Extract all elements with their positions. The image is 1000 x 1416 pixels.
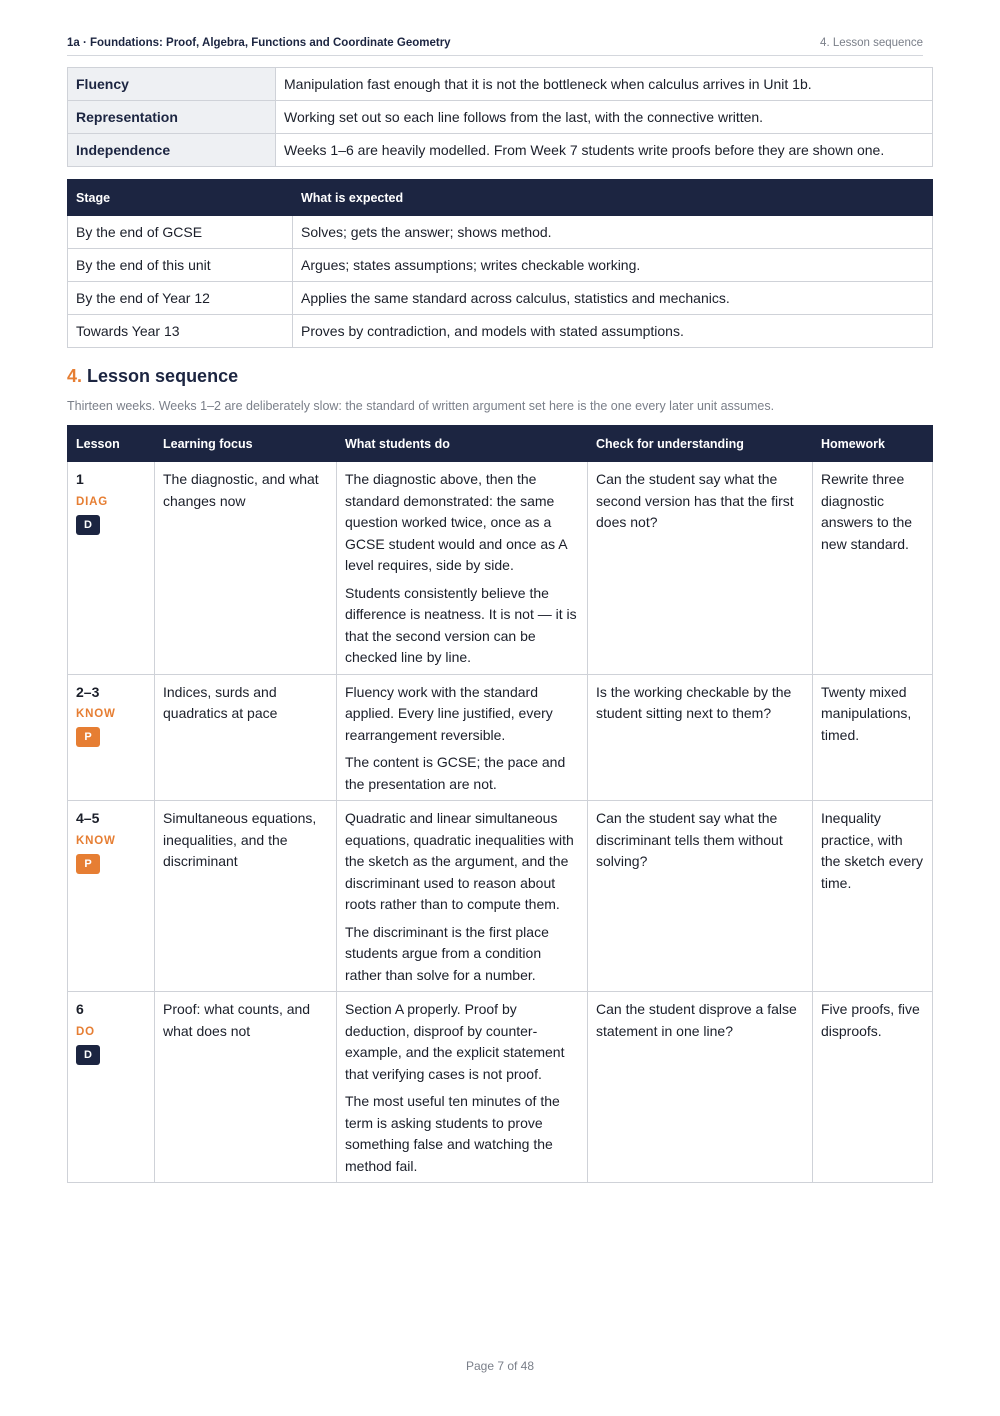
criteria-key: Fluency	[68, 68, 276, 101]
criteria-row	[68, 134, 933, 167]
learning-focus: Indices, surds and quadratics at pace	[155, 674, 337, 801]
column-header-homework: Homework	[813, 426, 933, 462]
understanding-check: Can the student disprove a false statement in one line?	[588, 992, 813, 1183]
criteria-row	[68, 68, 933, 101]
understanding-check: Can the student say what the second version has that the first does not?	[588, 462, 813, 675]
lesson-row	[68, 992, 933, 1183]
activity-paragraph: Fluency work with the standard applied. Every line justified, every rearrangement reversible.	[345, 683, 553, 743]
criteria-value: Working set out so each line follows from the last, with the connective written.	[276, 101, 933, 134]
activity-note: The content is GCSE; the pace and the presentation are not.	[345, 754, 566, 792]
stage-name: By the end of this unit	[68, 249, 293, 282]
section-title: Lesson sequence	[87, 366, 239, 386]
column-header-activity: What students do	[337, 426, 588, 462]
activity-note: The discriminant is the first place students argue from a condition rather than solve for a number.	[345, 923, 549, 983]
stage-expectation: Solves; gets the answer; shows method.	[293, 216, 933, 249]
homework: Inequality practice, with the sketch every time.	[813, 801, 933, 992]
activity-note: Students consistently believe the difference is neatness. It is not — it is that the second version can be checked line by line.	[345, 584, 577, 665]
homework: Rewrite three diagnostic answers to the new standard.	[813, 462, 933, 675]
lesson-kind: KNOW	[76, 708, 116, 720]
section-heading	[67, 366, 238, 387]
lesson-number: 2–3	[76, 683, 100, 700]
lesson-cell	[68, 801, 155, 992]
student-activity	[337, 992, 588, 1183]
lesson-number: 4–5	[76, 810, 100, 826]
lessons-header-row	[68, 426, 933, 462]
homework: Twenty mixed manipulations, timed.	[813, 674, 933, 801]
criteria-value: Manipulation fast enough that it is not the bottleneck when calculus arrives in Unit 1b.	[276, 68, 933, 101]
activity-paragraph: Quadratic and linear simultaneous equations, quadratic inequalities with the sketch as the argument, and the discriminant used to reason about roots rather than to compute them.	[345, 810, 574, 912]
document-title: 1a · Foundations: Proof, Algebra, Functions and Coordinate Geometry	[67, 37, 451, 49]
lesson-kind: KNOW	[76, 834, 116, 847]
lessons-table	[67, 425, 933, 1183]
section-number: 4.	[67, 366, 83, 386]
homework: Five proofs, five disproofs.	[813, 992, 933, 1183]
running-header	[67, 37, 923, 56]
lesson-kind: DIAG	[76, 495, 108, 508]
column-header-stage: Stage	[68, 180, 293, 216]
lesson-badge: P	[76, 727, 100, 747]
lesson-badge: P	[76, 854, 100, 874]
stage-row	[68, 315, 933, 348]
column-header-check: Check for understanding	[588, 426, 813, 462]
activity-paragraph: Section A properly. Proof by deduction, disproof by counter-example, and the explicit statement that verifying cases is not proof.	[345, 1001, 565, 1082]
criteria-key: Independence	[68, 134, 276, 167]
stage-name: By the end of GCSE	[68, 216, 293, 249]
lesson-badge: D	[76, 1045, 100, 1065]
stage-row	[68, 282, 933, 315]
student-activity	[337, 462, 588, 675]
understanding-check: Can the student say what the discriminant tells them without solving?	[588, 801, 813, 992]
understanding-check: Is the working checkable by the student sitting next to them?	[588, 674, 813, 801]
stages-header-row	[68, 180, 933, 216]
student-activity	[337, 674, 588, 801]
page-footer: Page 7 of 48	[465, 1359, 535, 1373]
lesson-cell	[68, 462, 155, 675]
criteria-key: Representation	[68, 101, 276, 134]
criteria-row	[68, 101, 933, 134]
learning-focus: The diagnostic, and what changes now	[155, 462, 337, 675]
stage-expectation: Applies the same standard across calculus, statistics and mechanics.	[293, 282, 933, 315]
column-header-focus: Learning focus	[155, 426, 337, 462]
stages-table	[67, 179, 933, 348]
running-section-name: 4. Lesson sequence	[820, 37, 923, 49]
activity-paragraph: The diagnostic above, then the standard demonstrated: the same question worked twice, once as a GCSE student would and once as A level requires, side by side.	[345, 471, 567, 573]
section-intro: Thirteen weeks. Weeks 1–2 are deliberately slow: the standard of written argument set here is the one every later unit assumes.	[67, 399, 775, 413]
column-header-expected: What is expected	[293, 180, 933, 216]
lesson-badge: D	[76, 515, 100, 535]
lesson-number: 6	[76, 1001, 84, 1017]
lesson-row	[68, 462, 933, 675]
learning-focus: Simultaneous equations, inequalities, and the discriminant	[155, 801, 337, 992]
criteria-value: Weeks 1–6 are heavily modelled. From Week 7 students write proofs before they are shown one.	[276, 134, 933, 167]
learning-focus: Proof: what counts, and what does not	[155, 992, 337, 1183]
column-header-lesson: Lesson	[68, 426, 155, 462]
lesson-cell	[68, 992, 155, 1183]
stage-name: Towards Year 13	[68, 315, 293, 348]
stage-expectation: Argues; states assumptions; writes checkable working.	[293, 249, 933, 282]
stage-row	[68, 249, 933, 282]
lesson-row	[68, 674, 933, 801]
lesson-kind: DO	[76, 1025, 95, 1038]
lesson-number: 1	[76, 471, 84, 487]
stage-name: By the end of Year 12	[68, 282, 293, 315]
criteria-table	[67, 67, 933, 167]
stage-expectation: Proves by contradiction, and models with stated assumptions.	[293, 315, 933, 348]
activity-note: The most useful ten minutes of the term is asking students to prove something false and watching the method fail.	[345, 1093, 560, 1174]
student-activity	[337, 801, 588, 992]
lesson-row	[68, 801, 933, 992]
lesson-cell	[68, 674, 155, 801]
stage-row	[68, 216, 933, 249]
